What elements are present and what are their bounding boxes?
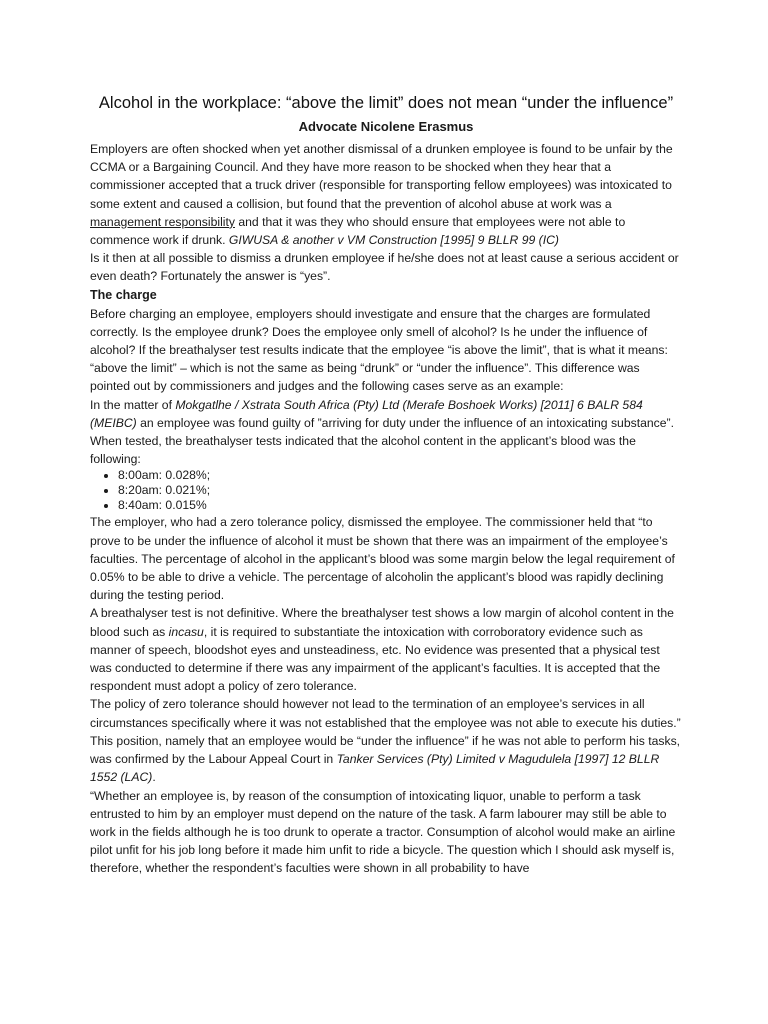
text-run: A breathalyser test is not definitive. Where the breathalyser test shows a low margin of alcohol content in the blood such as bbox=[90, 606, 674, 639]
paragraph-charge: Before charging an employee, employers should investigate and ensure that the charges are formulated correctly. Is the employee drunk? Does the employee only smell of alcohol? Is he under the influence of alcohol? If the breathalyser test results indicate that the employee “is above the limit”, that is what it means: “above the limit” – which is not the same as being “drunk” or “under the influence”. This difference was pointed out by commissioners and judges and the following cases serve as an example: bbox=[90, 306, 668, 394]
case-citation: GIWUSA & another v VM Construction [1995] 9 BLLR 99 (IC) bbox=[228, 233, 559, 248]
paragraph-labour-appeal bbox=[90, 732, 682, 787]
list-item: • 8:00am: 0.028%; bbox=[118, 468, 682, 483]
text-run: . bbox=[152, 770, 156, 785]
list-item: • 8:40am: 0.015% bbox=[118, 498, 682, 513]
text-run: This position, namely that an employee would be “under the influence” if he was not able to perform his tasks, was confirmed by the Labour Appeal Court in bbox=[90, 733, 681, 767]
document-title: Alcohol in the workplace: “above the limit” does not mean “under the influence” bbox=[98, 94, 674, 112]
case-citation: Mokgatlhe / Xstrata South Africa (Pty) Ltd (Merafe Boshoek Works) [2011] 6 BALR 584 (MEIBC) bbox=[90, 397, 643, 430]
paragraph-intro bbox=[90, 140, 682, 249]
case-citation: Tanker Services (Pty) Limited v Magudulela [1997] 12 BLLR 1552 (LAC) bbox=[90, 752, 660, 785]
text-run: an employee was found guilty of ”arriving for duty under the influence of an intoxicating substance”. When tested, the breathalyser tests indicated that the alcohol content in the applicant’s blood was the following: bbox=[90, 415, 674, 467]
text-run: , it is required to substantiate the intoxication with corroboratory evidence such as manner of speech, bloodshot eyes and unsteadiness, etc. No evidence was presented that a physical test was conducted to determine if there was any impairment of the applicant’s faculties. It is accepted that the respondent must adopt a policy of zero tolerance. bbox=[90, 624, 661, 694]
text-run: Employers are often shocked when yet another dismissal of a drunken employee is found to be unfair by the CCMA or a Bargaining Council. And they have more reason to be shocked when they hear that a commissioner accepted that a truck driver (responsible for transporting fellow employees) was intoxicated to some extent and caused a collision, but found that the prevention of alcohol abuse at work was a bbox=[90, 142, 673, 211]
link-management-responsibility[interactable]: management responsibility bbox=[90, 214, 235, 229]
paragraph-question: Is it then at all possible to dismiss a drunken employee if he/she does not at least cause a serious accident or even death? Fortunately the answer is “yes”. bbox=[90, 251, 679, 284]
text-run: and that it was they who should ensure that employees were not able to commence work if drunk. bbox=[90, 214, 626, 248]
text-run: In the matter of bbox=[90, 397, 176, 412]
breathalyser-readings-list bbox=[90, 468, 682, 513]
paragraph-zero-tolerance: The policy of zero tolerance should however not lead to the termination of an employee’s services in all circumstances specifically where it was not established that the employee was not able to execute his duties.” bbox=[90, 697, 681, 730]
section-heading-charge: The charge bbox=[90, 287, 157, 302]
paragraph-breathalyser bbox=[90, 604, 682, 695]
author-name: Advocate Nicolene Erasmus bbox=[298, 119, 474, 134]
latin-term: incasu bbox=[168, 624, 204, 639]
list-item: • 8:20am: 0.021%; bbox=[118, 483, 682, 498]
paragraph-quote: “Whether an employee is, by reason of the consumption of intoxicating liquor, unable to perform a task entrusted to him by an employer must depend on the nature of the task. A farm labourer may still be able to work in the fields although he is too drunk to operate a tractor. Consumption of alcohol would make an airline pilot unfit for his job long before it made him unfit to ride a bicycle. The question which I should ask myself is, therefore, whether the respondent’s faculties were shown in all probability to have bbox=[90, 788, 676, 876]
paragraph-case-mokgatlhe bbox=[90, 396, 682, 469]
paragraph-commissioner: The employer, who had a zero tolerance policy, dismissed the employee. The commissioner held that “to prove to be under the influence of alcohol it must be shown that there was an impairment of the employee’s faculties. The percentage of alcohol in the applicant’s blood was some margin below the legal requirement of 0.05% to be able to drive a vehicle. The percentage of alcoholin the applicant’s blood was rapidly declining during the testing period. bbox=[90, 515, 675, 603]
